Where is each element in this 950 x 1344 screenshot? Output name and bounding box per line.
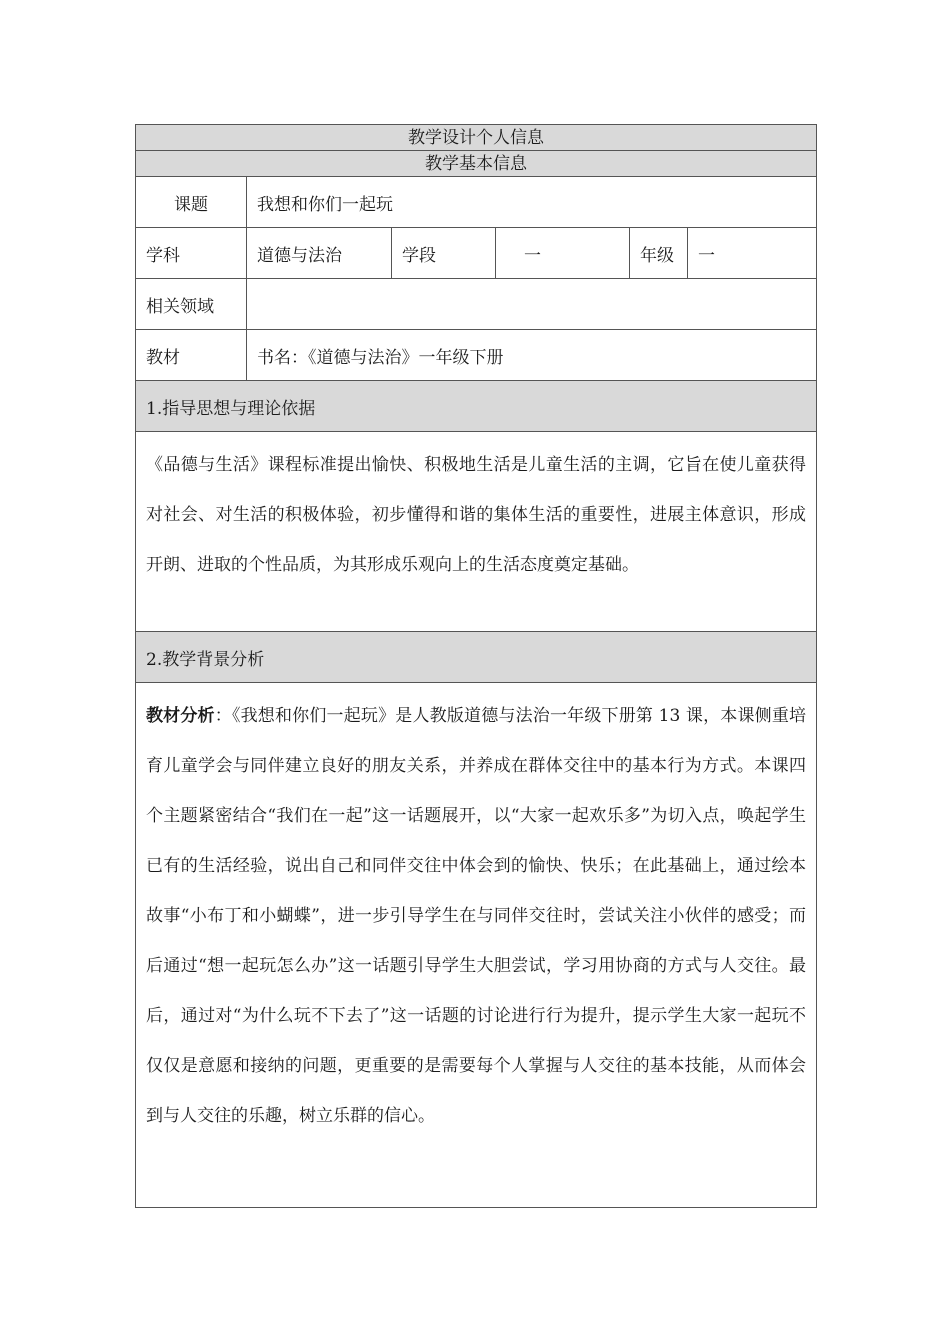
textbook-analysis-label: 教材分析 <box>146 706 215 726</box>
subject-label: 学科 <box>136 228 247 279</box>
field-value <box>247 279 817 330</box>
grade-value: 一 <box>688 228 817 279</box>
section2-body-row <box>136 683 817 1208</box>
section2-body: 《我想和你们一起玩》是人教版道德与法治一年级下册第 13 课，本课侧重培育儿童学会与同伴建立良好的朋友关系，并养成在群体交往中的基本行为方式。本课四个主题紧密结合“我们在一起”这一话题展开，以“大家一起欢乐多”为切入点，唤起学生已有的生活经验，说出自己和同伴交往中体会到的愉快、快乐；在此基础上，通过绘本故事“小布丁和小蝴蝶”，进一步引导学生在与同伴交往时，尝试关注小伙伴的感受；而后通过“想一起玩怎么办”这一话题引导学生大胆尝试，学习用协商的方式与人交往。最后，通过对“为什么玩不下去了”这一话题的讨论进行行为提升，提示学生大家一起玩不仅仅是意愿和接纳的问题，更重要的是需要每个人掌握与人交往的基本技能，从而体会到与人交往的乐趣，树立乐群的信心。 <box>146 706 807 1126</box>
section2-paragraph <box>146 691 806 1141</box>
section1-title-row <box>136 381 817 432</box>
textbook-row <box>136 330 817 381</box>
topic-value: 我想和你们一起玩 <box>247 177 817 228</box>
section1-title: 1.指导思想与理论依据 <box>136 381 817 432</box>
stage-label: 学段 <box>392 228 496 279</box>
field-row <box>136 279 817 330</box>
textbook-label: 教材 <box>136 330 247 381</box>
subtitle-row <box>136 151 817 177</box>
topic-label: 课题 <box>136 177 247 228</box>
section1-body: 《品德与生活》课程标准提出愉快、积极地生活是儿童生活的主调，它旨在使儿童获得对社会、对生活的积极体验，初步懂得和谐的集体生活的重要性，进展主体意识，形成开朗、进取的个性品质，为其形成乐观向上的生活态度奠定基础。 <box>146 455 807 575</box>
subject-row <box>136 228 817 279</box>
section1-body-row <box>136 432 817 632</box>
textbook-analysis-colon: ： <box>214 706 232 726</box>
section2-title: 2.教学背景分析 <box>136 632 817 683</box>
stage-value: 一 <box>496 228 630 279</box>
topic-row <box>136 177 817 228</box>
section2-body-cell <box>136 683 817 1208</box>
textbook-value: 书名：《道德与法治》一年级下册 <box>247 330 817 381</box>
grade-label: 年级 <box>630 228 688 279</box>
subject-value: 道德与法治 <box>247 228 392 279</box>
section1-body-cell <box>136 432 817 632</box>
teaching-design-table <box>135 124 817 1208</box>
section2-title-row <box>136 632 817 683</box>
table-title: 教学设计个人信息 <box>136 125 817 151</box>
field-label: 相关领域 <box>136 279 247 330</box>
table-subtitle: 教学基本信息 <box>136 151 817 177</box>
title-row <box>136 125 817 151</box>
